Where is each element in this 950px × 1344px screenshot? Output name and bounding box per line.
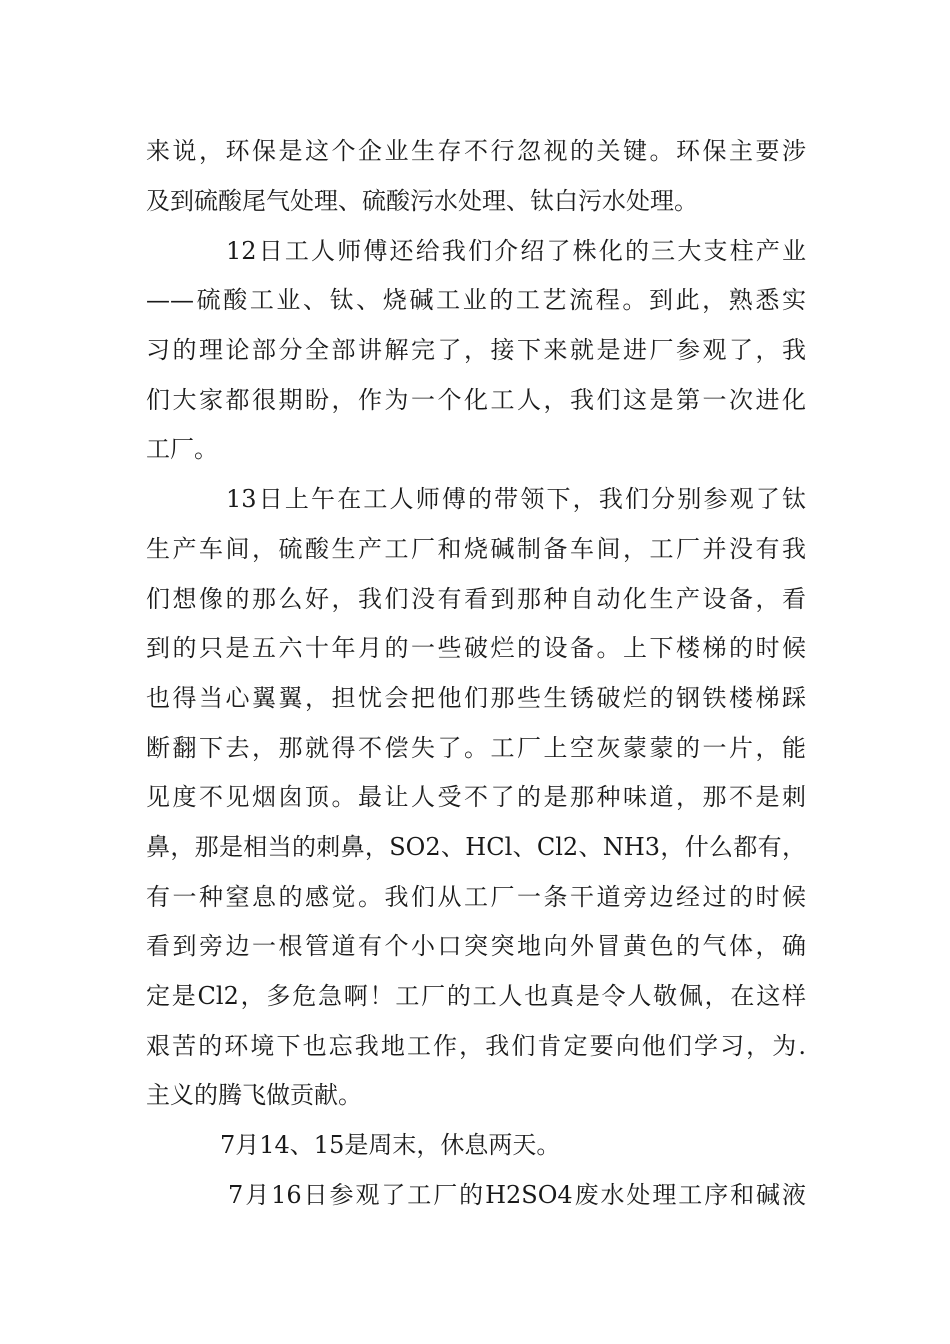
- text-line: 断翻下去，那就得不偿失了。工厂上空灰蒙蒙的一片，能: [146, 734, 806, 762]
- text-line: 艰苦的环境下也忘我地工作，我们肯定要向他们学习，为.: [146, 1032, 806, 1060]
- text-line: 见度不见烟囱顶。最让人受不了的是那种味道，那不是刺: [146, 783, 806, 811]
- text-line: 有一种窒息的感觉。我们从工厂一条干道旁边经过的时候: [146, 883, 806, 911]
- text-line: 来说，环保是这个企业生存不行忽视的关键。环保主要涉: [146, 137, 806, 165]
- text-line: 13日上午在工人师傅的带领下，我们分别参观了钛: [226, 485, 806, 513]
- text-line: 们大家都很期盼，作为一个化工人，我们这是第一次进化: [146, 386, 806, 414]
- text-line: 工厂。: [146, 435, 218, 463]
- text-line: 们想像的那么好，我们没有看到那种自动化生产设备，看: [146, 585, 806, 613]
- text-line: 到的只是五六十年月的一些破烂的设备。上下楼梯的时候: [146, 634, 806, 662]
- text-line: 7月14、15是周末，休息两天。: [220, 1131, 561, 1159]
- text-line: 及到硫酸尾气处理、硫酸污水处理、钛白污水处理。: [146, 187, 698, 215]
- text-line: 主义的腾飞做贡献。: [146, 1081, 362, 1109]
- text-line: 也得当心翼翼，担忧会把他们那些生锈破烂的钢铁楼梯踩: [146, 684, 806, 712]
- text-line: 鼻，那是相当的刺鼻，SO2、HCl、Cl2、NH3，什么都有，: [146, 833, 806, 861]
- text-line: 看到旁边一根管道有个小口突突地向外冒黄色的气体，确: [146, 932, 806, 960]
- text-line: 7月16日参观了工厂的H2SO4废水处理工序和碱液: [228, 1181, 806, 1209]
- text-line: 定是Cl2，多危急啊！工厂的工人也真是令人敬佩，在这样: [146, 982, 806, 1010]
- text-line: 习的理论部分全部讲解完了，接下来就是进厂参观了，我: [146, 336, 806, 364]
- text-line: 生产车间，硫酸生产工厂和烧碱制备车间，工厂并没有我: [146, 535, 806, 563]
- text-line: ——硫酸工业、钛、烧碱工业的工艺流程。到此，熟悉实: [146, 286, 806, 314]
- text-line: 12日工人师傅还给我们介绍了株化的三大支柱产业: [226, 237, 806, 265]
